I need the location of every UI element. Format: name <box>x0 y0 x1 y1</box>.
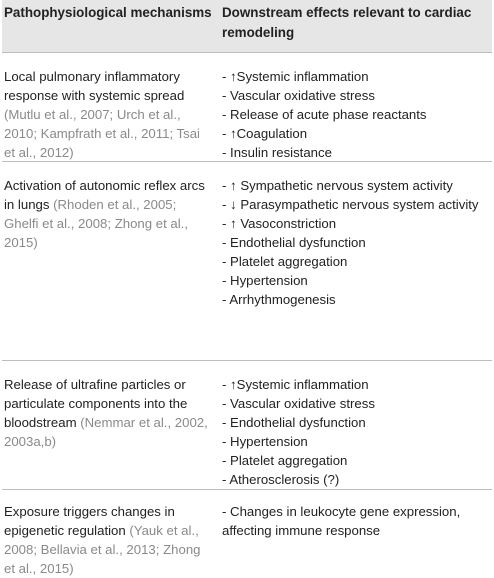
effect-item: - Hypertension <box>222 434 308 449</box>
effect-item: - Platelet aggregation <box>222 453 348 468</box>
reference-text[interactable]: (Mutlu et al., 2007; Urch et al., 2010; Kampfrath et al., 2011; Tsai et al., 2012) <box>4 107 200 160</box>
table-row <box>2 360 492 489</box>
mechanism-text: Local pulmonary inflammatory response with systemic spread <box>4 69 185 103</box>
reference-text[interactable]: (Rhoden et al., 2005; Ghelfi et al., 2008; Zhong et al., 2015) <box>4 197 189 250</box>
mechanism-cell <box>2 176 220 360</box>
effect-item: - Endothelial dysfunction <box>222 415 366 430</box>
mechanism-text: Activation of autonomic reflex arcs in lungs <box>4 178 205 212</box>
effect-item: - Vascular oxidative stress <box>222 396 375 411</box>
effect-item: - Arrhythmogenesis <box>222 292 336 307</box>
effects-cell <box>220 375 492 489</box>
effect-item: - ↑ Vasoconstriction <box>222 216 337 231</box>
effect-item: - Release of acute phase reactants <box>222 107 427 122</box>
effects-list <box>222 502 492 540</box>
effect-item: - ↓ Parasympathetic nervous system activity <box>222 197 479 212</box>
effects-list <box>222 375 492 489</box>
effect-item: - Insulin resistance <box>222 145 332 160</box>
table-header <box>2 0 492 52</box>
reference-text[interactable]: (Nemmar et al., 2002, 2003a,b) <box>4 415 208 449</box>
reference-text[interactable]: (Yauk et al., 2008; Bellavia et al., 2013; Zhong et al., 2015) <box>4 523 201 576</box>
table-row <box>2 52 492 161</box>
effect-item: - Changes in leukocyte gene expression, affecting immune response <box>222 504 461 538</box>
effect-item: - Platelet aggregation <box>222 254 348 269</box>
mechanism-cell <box>2 375 220 489</box>
mechanism-text: Exposure triggers changes in epigenetic regulation <box>4 504 175 538</box>
table-row <box>2 161 492 360</box>
effects-cell <box>220 176 492 360</box>
mechanism-text: Release of ultrafine particles or particulate components into the bloodstream <box>4 377 188 430</box>
effects-list <box>222 176 492 309</box>
effect-item: - ↑Systemic inflammation <box>222 69 369 84</box>
effect-item: - ↑Coagulation <box>222 126 308 141</box>
effects-cell <box>220 67 492 161</box>
header-mechanisms: Pathophysiological mechanisms <box>4 5 212 20</box>
effect-item: - ↑Systemic inflammation <box>222 377 369 392</box>
mechanism-cell <box>2 67 220 161</box>
effects-list <box>222 67 492 162</box>
effect-item: - ↑ Sympathetic nervous system activity <box>222 178 453 193</box>
header-downstream-effects: Downstream effects relevant to cardiac remodeling <box>222 5 472 40</box>
effect-item: - Endothelial dysfunction <box>222 235 366 250</box>
effect-item: - Atherosclerosis (?) <box>222 472 340 487</box>
effect-item: - Hypertension <box>222 273 308 288</box>
table-row <box>2 489 492 576</box>
effects-cell <box>220 502 492 545</box>
effect-item: - Vascular oxidative stress <box>222 88 375 103</box>
mechanism-cell <box>2 502 220 576</box>
